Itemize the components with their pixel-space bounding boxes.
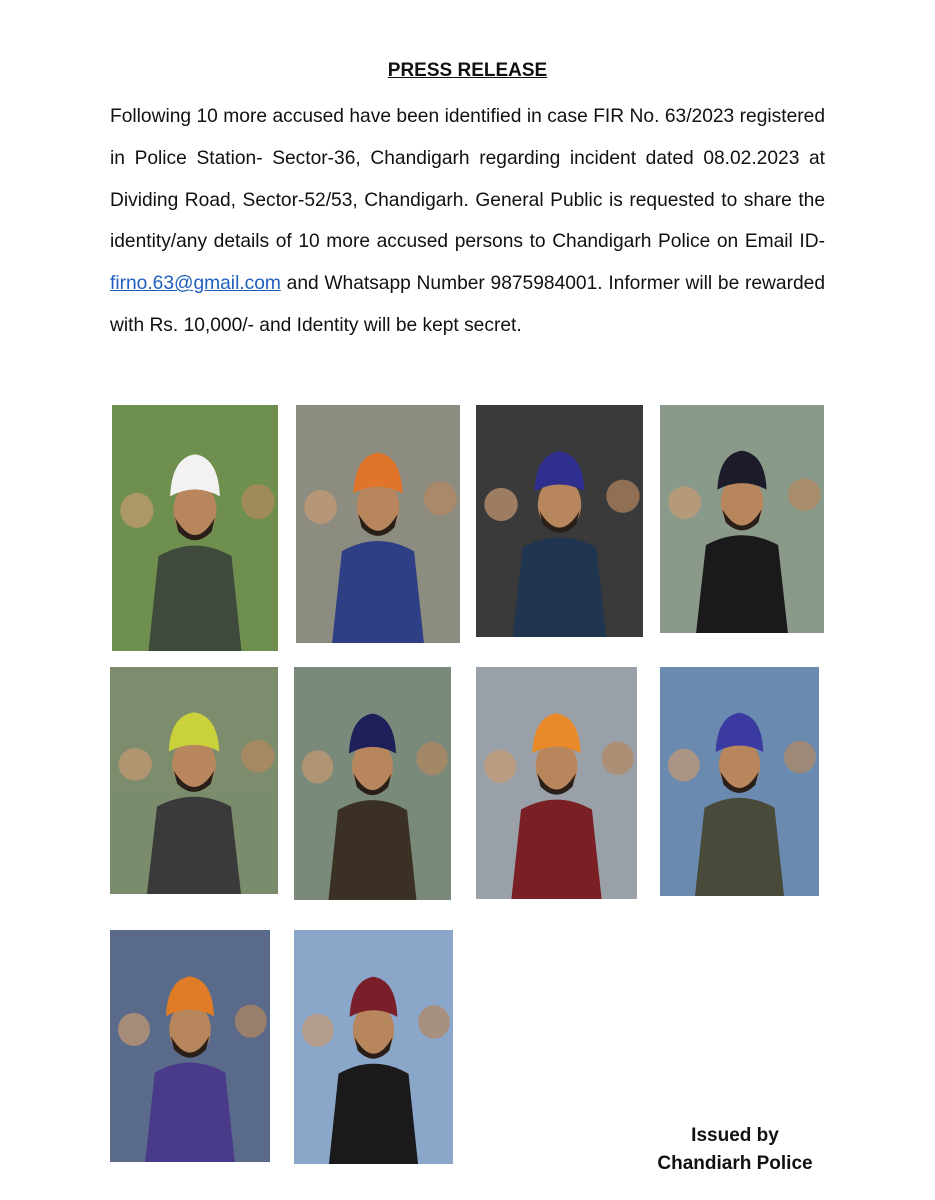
photo-illustration (294, 667, 451, 900)
crowd-head (484, 488, 517, 521)
person-body (332, 541, 424, 643)
crowd-head (784, 741, 816, 774)
issued-by-authority: Chandiarh Police (657, 1153, 813, 1174)
issued-by (640, 1122, 830, 1178)
accused-photo-5 (110, 667, 278, 894)
accused-photo-10 (294, 930, 453, 1164)
crowd-head (118, 748, 152, 780)
photo-illustration (476, 667, 637, 899)
crowd-head (418, 1005, 450, 1038)
photo-illustration (294, 930, 453, 1164)
photo-illustration (660, 405, 824, 633)
issued-by-label: Issued by (691, 1125, 779, 1146)
crowd-head (302, 750, 333, 783)
crowd-head (416, 742, 447, 775)
crowd-head (424, 482, 457, 516)
photo-illustration (296, 405, 460, 643)
crowd-head (235, 1005, 267, 1038)
person-body (145, 1063, 235, 1162)
person-body (329, 800, 417, 900)
person-body (695, 798, 784, 896)
photo-illustration (110, 930, 270, 1162)
accused-photo-3 (476, 405, 643, 637)
crowd-head (668, 749, 700, 782)
photo-illustration (660, 667, 819, 896)
crowd-head (241, 740, 275, 772)
crowd-head (241, 484, 274, 519)
crowd-head (302, 1014, 334, 1047)
person-body (147, 797, 241, 894)
accused-photo-6 (294, 667, 451, 900)
crowd-head (668, 486, 701, 519)
person-body (513, 538, 607, 637)
crowd-head (602, 742, 634, 775)
crowd-head (484, 750, 516, 783)
press-release-title: PRESS RELEASE (387, 60, 548, 81)
accused-photo-4 (660, 405, 824, 633)
person-body (329, 1064, 418, 1164)
crowd-head (304, 490, 337, 524)
email-link[interactable]: firno.63@gmail.com (110, 273, 281, 295)
photo-illustration (110, 667, 278, 894)
accused-photo-1 (112, 405, 278, 651)
press-release-body (110, 96, 825, 347)
accused-photo-9 (110, 930, 270, 1162)
accused-photo-7 (476, 667, 637, 899)
crowd-head (120, 493, 153, 528)
accused-photo-8 (660, 667, 819, 896)
accused-photo-2 (296, 405, 460, 643)
photo-illustration (112, 405, 278, 651)
person-body (696, 535, 788, 633)
body-text-rest: and Whatsapp Number 9875984001. Informer will be rewarded with Rs. 10,000/- and Identity will be kept secret. (110, 273, 825, 336)
person-body (511, 800, 601, 899)
crowd-head (788, 478, 821, 511)
crowd-head (606, 480, 639, 513)
photo-illustration (476, 405, 643, 637)
person-body (149, 546, 242, 651)
body-text-intro: Following 10 more accused have been identified in case FIR No. 63/2023 registered in Police Station- Sector-36, Chandigarh regarding incident dated 08.02.2023 at Dividing Road, Sector-52/53, Chandigarh. General Public is requested to share the identity/any details of 10 more accused persons to Chandigarh Police on Email ID- (110, 106, 825, 253)
crowd-head (118, 1013, 150, 1046)
